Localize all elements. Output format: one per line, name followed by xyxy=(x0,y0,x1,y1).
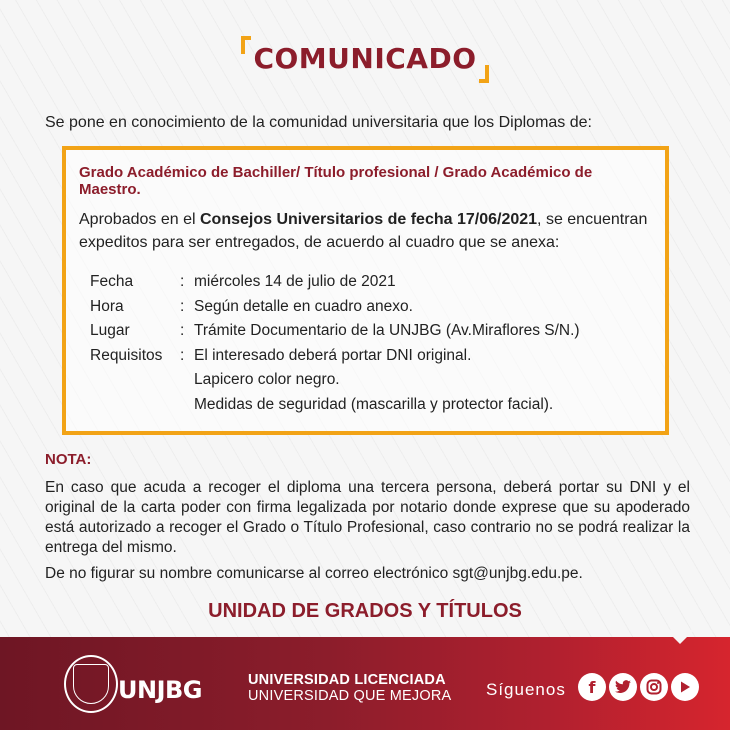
nota-contact-text: De no figurar su nombre comunicarse al correo electrónico sgt@unjbg.edu.pe. xyxy=(45,565,583,582)
header xyxy=(0,36,730,81)
row-value: Trámite Documentario de la UNJBG (Av.Miraflores S/N.) xyxy=(194,322,580,339)
row-separator: : xyxy=(180,346,185,364)
bracket-top-left xyxy=(241,36,251,54)
row-value: Según detalle en cuadro anexo. xyxy=(194,297,413,315)
row-value: miércoles 14 de julio de 2021 xyxy=(194,273,396,290)
slogan-line-1: UNIVERSIDAD LICENCIADA xyxy=(248,672,446,688)
row-label: Lugar xyxy=(90,322,130,339)
row-value: El interesado deberá portar DNI original. xyxy=(194,346,472,364)
row-label: Fecha xyxy=(90,273,134,290)
box-para-start: Aprobados en el xyxy=(79,211,200,228)
bracket-bottom-right xyxy=(479,65,489,83)
row-separator: : xyxy=(180,322,185,339)
follow-label: Síguenos xyxy=(486,680,566,699)
requisito-line: Medidas de seguridad (mascarilla y protector facial). xyxy=(194,395,554,413)
social-links xyxy=(578,673,699,701)
row-separator: : xyxy=(180,297,185,315)
row-label: Requisitos xyxy=(90,346,163,364)
instagram-icon[interactable] xyxy=(640,673,668,701)
box-heading: Grado Académico de Bachiller/ Título profesional / Grado Académico de Maestro. xyxy=(79,164,593,198)
intro-text: Se pone en conocimiento de la comunidad universitaria que los Diplomas de: xyxy=(45,114,592,131)
seal-shield-icon xyxy=(73,664,109,704)
row-hora xyxy=(90,295,652,320)
requisito-line: Lapicero color negro. xyxy=(194,371,340,388)
page-title-text: COMUNICADO xyxy=(253,42,477,75)
nota-text: En caso que acuda a recoger el diploma una tercera persona, deberá portar su DNI y el original de la carta poder con firma legalizada por notario donde exprese que su apoderado está autorizado a recoger el Grado o Título Profesional, caso contrario no se podrá realizar la entrega del mismo. xyxy=(45,479,690,556)
details-table xyxy=(79,270,652,417)
row-separator: : xyxy=(180,273,185,290)
twitter-icon[interactable] xyxy=(609,673,637,701)
unit-name: UNIDAD DE GRADOS Y TÍTULOS xyxy=(208,600,522,622)
nota-title: NOTA: xyxy=(45,451,92,468)
row-requisitos xyxy=(90,344,652,369)
slogan-line-2: UNIVERSIDAD QUE MEJORA xyxy=(248,688,452,704)
logo-text: UNJBG xyxy=(118,676,202,704)
slogan xyxy=(248,672,451,704)
row-lugar xyxy=(90,319,652,344)
footer-notch xyxy=(666,630,694,644)
page-title xyxy=(243,36,486,81)
box-paragraph xyxy=(79,208,652,254)
box-para-bold: Consejos Universitarios de fecha 17/06/2021 xyxy=(199,211,538,228)
youtube-icon[interactable] xyxy=(671,673,699,701)
box-para-end: , se encuentran expeditos para ser entregados, de acuerdo al cuadro que se anexa: xyxy=(79,211,648,251)
row-label: Hora xyxy=(90,297,124,315)
facebook-icon[interactable]: f xyxy=(578,673,606,701)
university-seal-icon xyxy=(64,655,118,713)
row-fecha xyxy=(90,270,652,295)
details-box xyxy=(62,146,669,435)
